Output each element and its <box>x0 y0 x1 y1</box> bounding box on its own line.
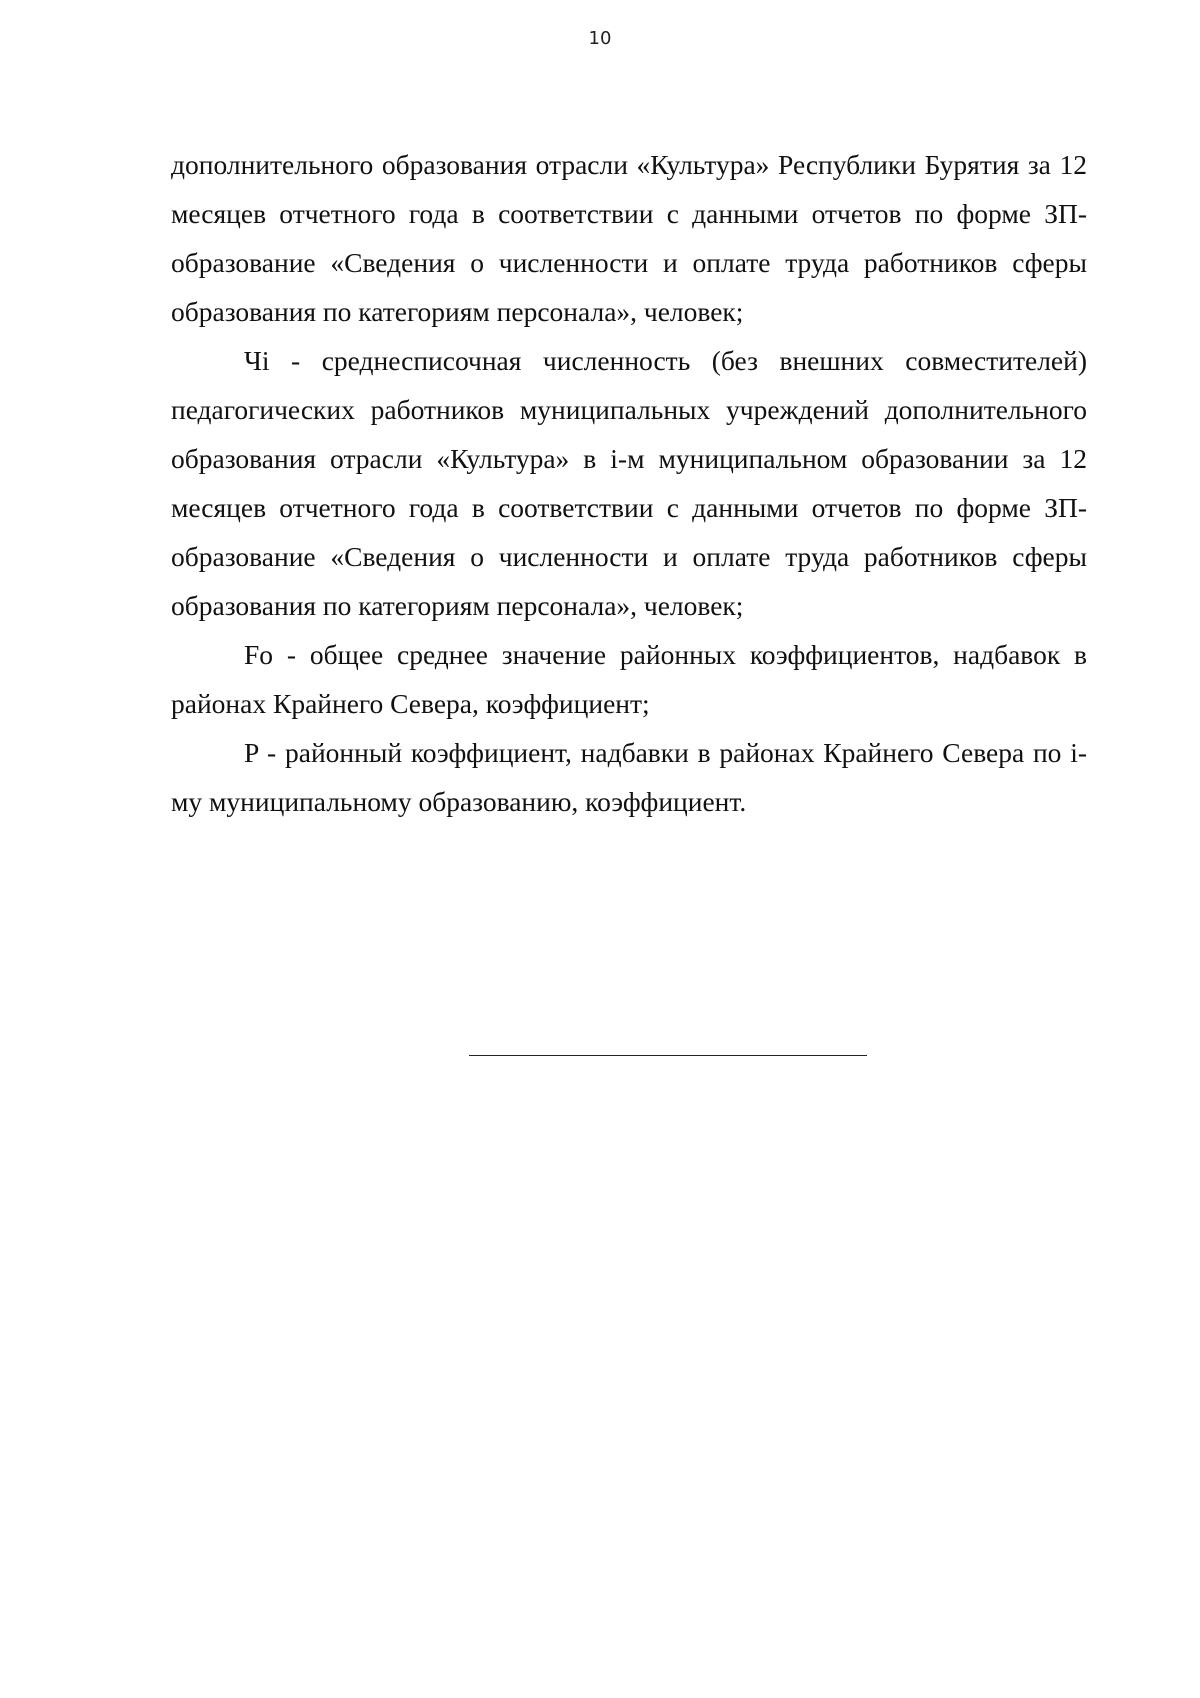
page-number: 10 <box>588 28 612 49</box>
paragraph-fo-definition: Fо - общее среднее значение районных коэффициентов, надбавок в районах Крайнего Севера, коэффициент; <box>171 639 1087 719</box>
paragraph-p-definition: P - районный коэффициент, надбавки в районах Крайнего Севера по i-му муниципальному образованию, коэффициент. <box>171 737 1087 817</box>
document-body <box>171 140 1087 826</box>
paragraph-continuation: дополнительного образования отрасли «Культура» Республики Бурятия за 12 месяцев отчетного года в соответствии с данными отчетов по форме ЗП-образование «Сведения о численности и оплате труда работников сферы образования по категориям персонала», человек; <box>171 149 1087 327</box>
end-separator-line <box>469 1055 867 1056</box>
paragraph-chi-definition: Чi - среднесписочная численность (без внешних совместителей) педагогических работников муниципальных учреждений дополнительного образования отрасли «Культура» в i-м муниципальном образовании за 12 месяцев отчетного года в соответствии с данными отчетов по форме ЗП-образование «Сведения о численности и оплате труда работников сферы образования по категориям персонала», человек; <box>171 345 1087 621</box>
